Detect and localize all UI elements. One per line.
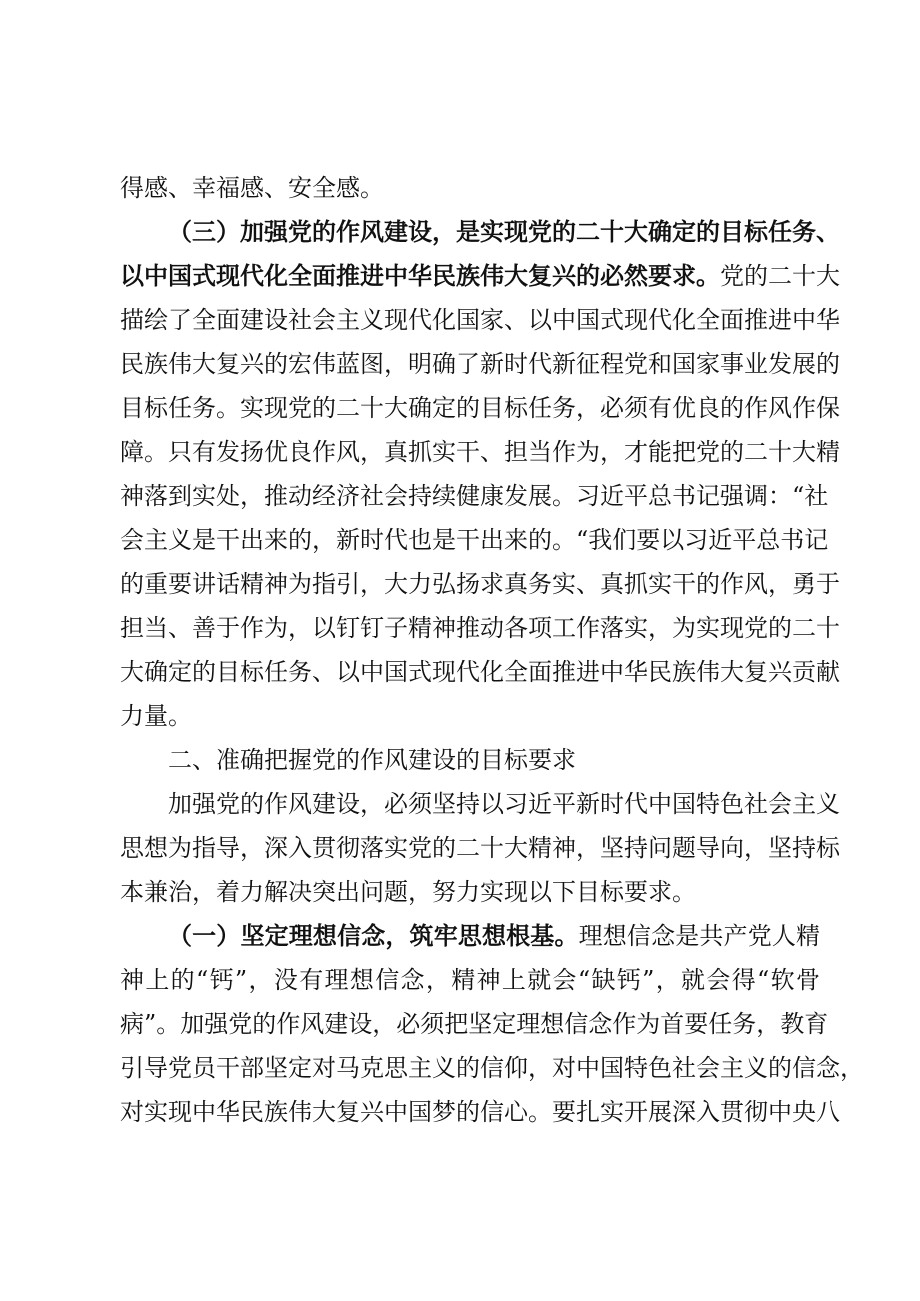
section-3-line-2-text: 党的二十大 [720, 262, 840, 290]
section-3-title-line-1: （三）加强党的作风建设，是实现党的二十大确定的目标任务、 [168, 217, 840, 246]
section-3-body-line: 会主义是干出来的，新时代也是干出来的。“我们要以习近平总书记 [120, 526, 829, 554]
section-3-body-line: 大确定的目标任务、以中国式现代化全面推进中华民族伟大复兴贡献 [120, 658, 840, 686]
section-1-body-line: 引导党员干部坚定对马克思主义的信仰，对中国特色社会主义的信念， [120, 1054, 864, 1082]
intro-last-line: 本兼治，着力解决突出问题，努力实现以下目标要求。 [120, 878, 696, 906]
section-3-body-line: 的重要讲话精神为指引，大力弘扬求真务实、真抓实干的作风，勇于 [120, 570, 840, 598]
section-1-title: （一）坚定理想信念，筑牢思想根基。 [168, 921, 579, 950]
section-1-body-line: 对实现中华民族伟大复兴中国梦的信心。要扎实开展深入贯彻中央八 [120, 1098, 840, 1126]
section-3-body-line: 神落到实处，推动经济社会持续健康发展。习近平总书记强调：“社 [120, 482, 829, 510]
section-3-title-line-2: 以中国式现代化全面推进中华民族伟大复兴的必然要求。 [120, 261, 720, 290]
section-3-line-2 [120, 254, 840, 298]
section-3-body-line: 目标任务。实现党的二十大确定的目标任务，必须有优良的作风作保 [120, 394, 840, 422]
section-3-body-line: 障。只有发扬优良作风，真抓实干、担当作为，才能把党的二十大精 [120, 438, 840, 466]
section-3-last-line: 力量。 [120, 702, 192, 730]
section-1-first-text: 理想信念是共产党人精 [578, 922, 821, 950]
heading-2: 二、准确把握党的作风建设的目标要求 [168, 746, 576, 774]
intro-line: 思想为指导，深入贯彻落实党的二十大精神，坚持问题导向，坚持标 [120, 834, 840, 862]
section-1-body-line: 神上的“钙”，没有理想信念，精神上就会“缺钙”，就会得“软骨 [120, 966, 820, 994]
paragraph-end-line: 得感、幸福感、安全感。 [120, 174, 384, 202]
section-3-body-line: 担当、善于作为，以钉钉子精神推动各项工作落实，为实现党的二十 [120, 614, 840, 642]
section-1-body-line: 病”。加强党的作风建设，必须把坚定理想信念作为首要任务，教育 [120, 1010, 829, 1038]
section-1-first-line [168, 914, 820, 958]
section-3-body-line: 民族伟大复兴的宏伟蓝图，明确了新时代新征程党和国家事业发展的 [120, 350, 840, 378]
section-3-body-line: 描绘了全面建设社会主义现代化国家、以中国式现代化全面推进中华 [120, 306, 840, 334]
intro-line: 加强党的作风建设，必须坚持以习近平新时代中国特色社会主义 [168, 790, 840, 818]
